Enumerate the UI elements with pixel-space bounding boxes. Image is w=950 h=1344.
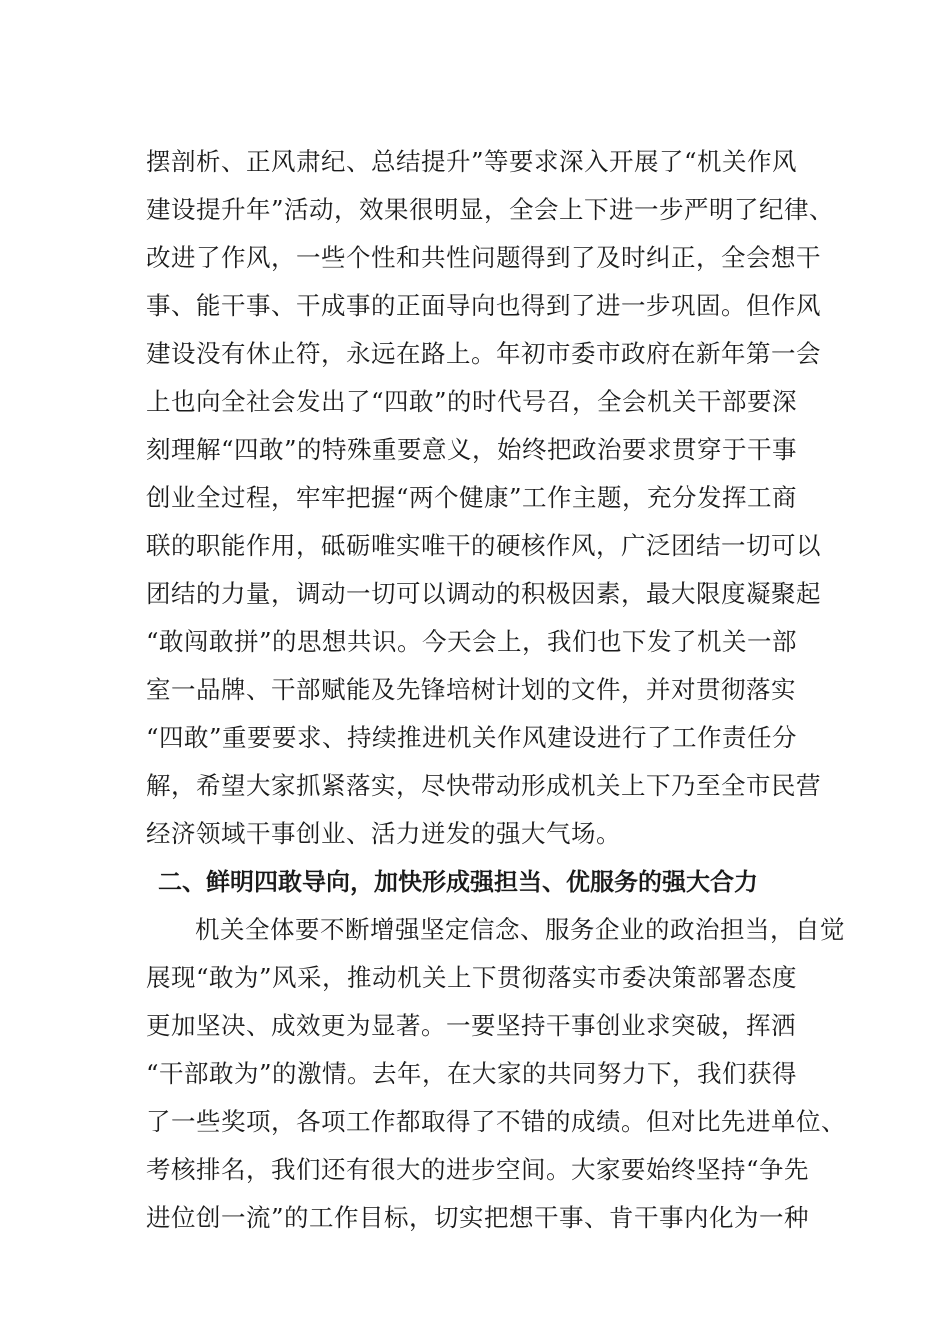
paragraph1-line: 经济领域干事创业、活力迸发的强大气场。 <box>146 819 621 848</box>
paragraph1-line: 刻理解“四敢”的特殊重要意义，始终把政治要求贯穿于干事 <box>146 435 798 464</box>
paragraph1-line: 摆剖析、正风肃纪、总结提升”等要求深入开展了“机关作风 <box>146 147 798 176</box>
paragraph1-line: 改进了作风，一些个性和共性问题得到了及时纠正，全会想干 <box>146 243 821 272</box>
paragraph1-line: “敢闯敢拼”的思想共识。今天会上，我们也下发了机关一部 <box>146 627 798 656</box>
paragraph2-line: “干部敢为”的激情。去年，在大家的共同努力下，我们获得 <box>146 1059 798 1088</box>
paragraph1-line: 团结的力量，调动一切可以调动的积极因素，最大限度凝聚起 <box>146 579 821 608</box>
paragraph2-line: 了一些奖项，各项工作都取得了不错的成绩。但对比先进单位、 <box>146 1107 846 1136</box>
paragraph1-line: 室一品牌、干部赋能及先锋培树计划的文件，并对贯彻落实 <box>146 675 796 704</box>
paragraph1-line: 上也向全社会发出了“四敢”的时代号召，全会机关干部要深 <box>146 387 798 416</box>
paragraph2-line: 更加坚决、成效更为显著。一要坚持干事创业求突破，挥洒 <box>146 1011 796 1040</box>
paragraph1-line: 解，希望大家抓紧落实，尽快带动形成机关上下乃至全市民营 <box>146 771 821 800</box>
paragraph1-line: 联的职能作用，砥砺唯实唯干的硬核作风，广泛团结一切可以 <box>146 531 821 560</box>
section-heading: 二、鲜明四敢导向，加快形成强担当、优服务的强大合力 <box>158 868 758 896</box>
paragraph2-line: 机关全体要不断增强坚定信念、服务企业的政治担当，自觉 <box>195 915 845 944</box>
paragraph1-line: 建设提升年”活动，效果很明显，全会上下进一步严明了纪律、 <box>146 195 835 224</box>
paragraph2-line: 进位创一流”的工作目标，切实把想干事、肯干事内化为一种 <box>146 1203 810 1232</box>
paragraph1-line: 建设没有休止符，永远在路上。年初市委市政府在新年第一会 <box>146 339 821 368</box>
paragraph1-line: 事、能干事、干成事的正面导向也得到了进一步巩固。但作风 <box>146 291 821 320</box>
paragraph2-line: 考核排名，我们还有很大的进步空间。大家要始终坚持“争先 <box>146 1155 810 1184</box>
paragraph2-line: 展现“敢为”风采，推动机关上下贯彻落实市委决策部署态度 <box>146 963 798 992</box>
paragraph1-line: 创业全过程，牢牢把握“两个健康”工作主题，充分发挥工商 <box>146 483 798 512</box>
paragraph1-line: “四敢”重要要求、持续推进机关作风建设进行了工作责任分 <box>146 723 798 752</box>
